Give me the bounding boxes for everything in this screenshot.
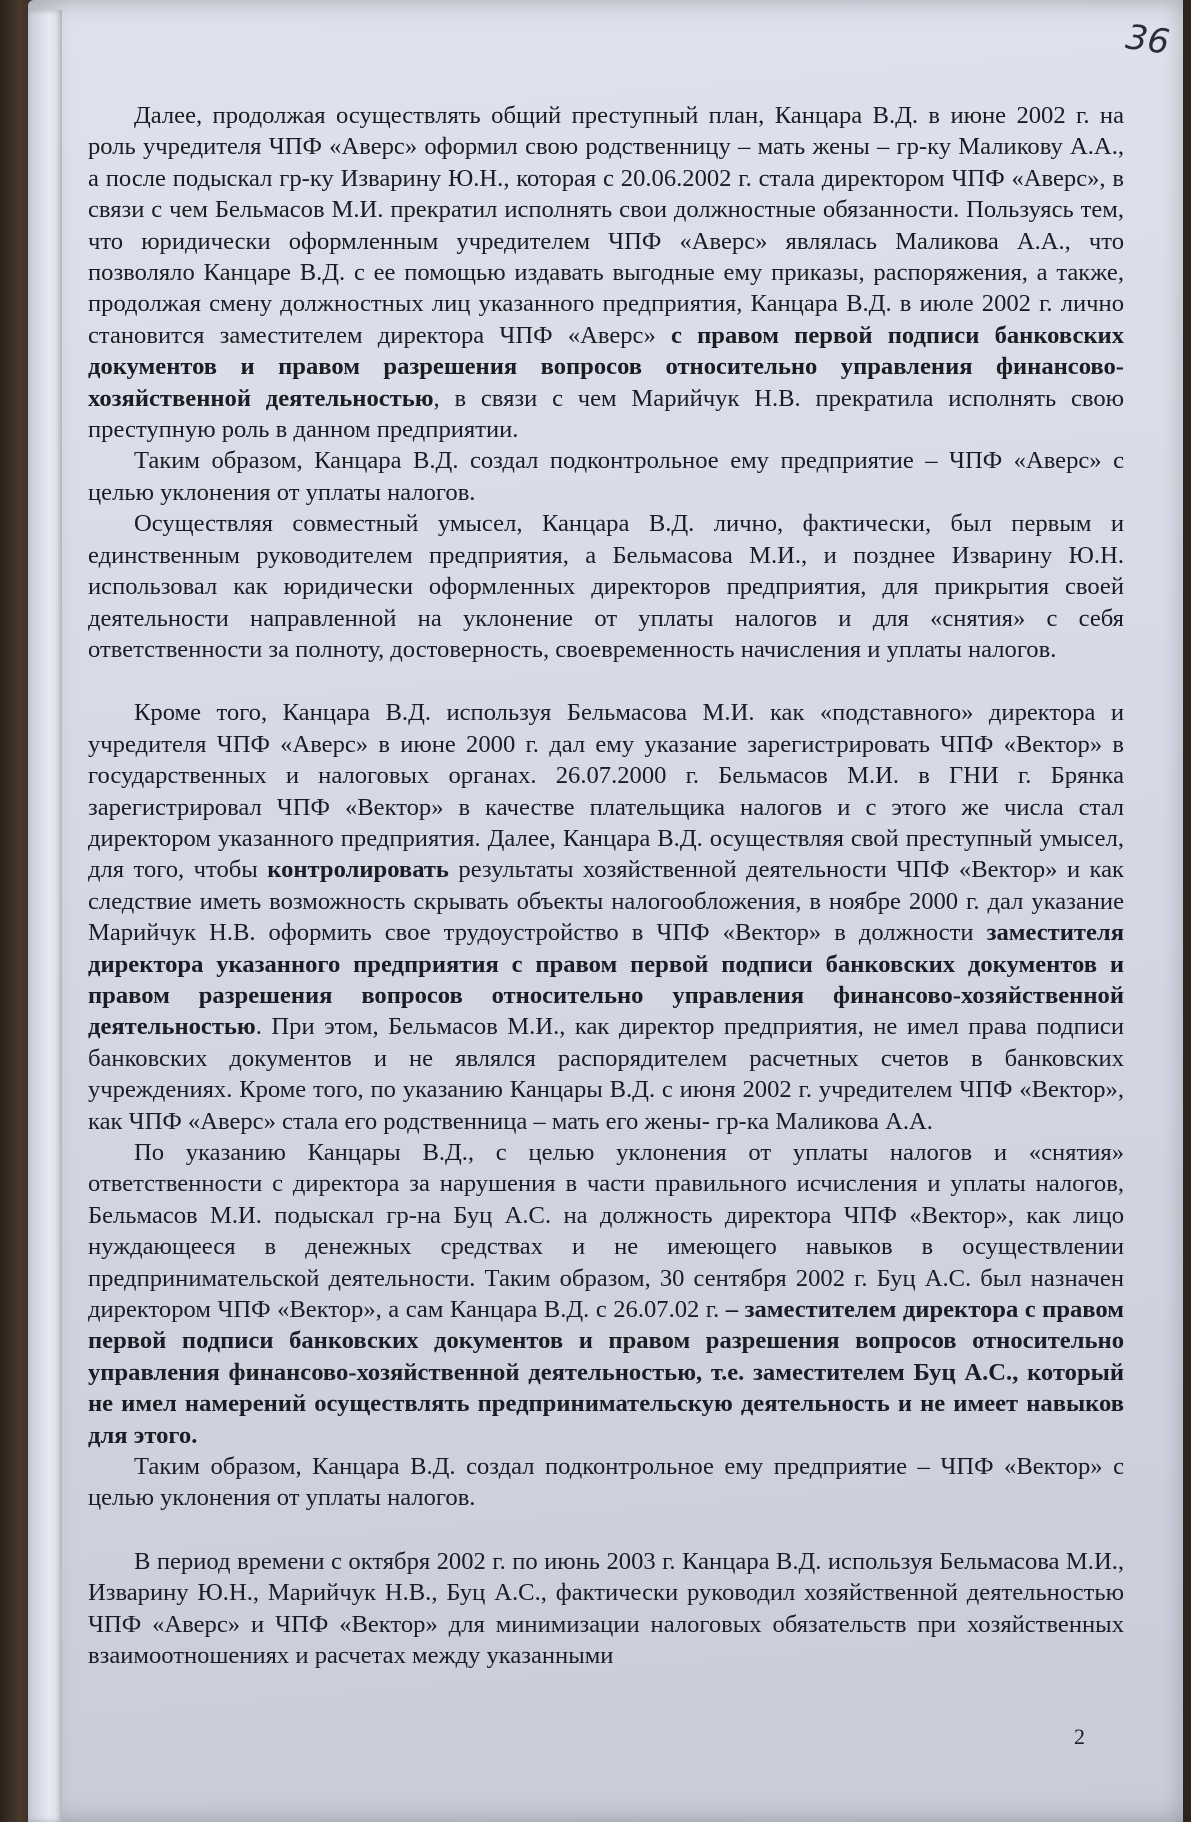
paragraph bbox=[88, 1137, 1124, 1451]
page-number: 2 bbox=[1074, 1724, 1085, 1749]
paragraph bbox=[88, 508, 1124, 665]
paragraph-bold-text: заместителя директора указанного предприятия с правом первой подписи банковских документов и правом разрешения вопросов относительно управления финансово-хозяйственной деятельностью bbox=[88, 919, 1124, 1041]
paragraph-bold-text: – заместителем директора с правом первой подписи банковских документов и правом разрешения вопросов относительно управления финансово-хозяйственной деятельностью, т.е. заместителем Буц А.С., который не имел намерений осуществлять предпринимательскую деятельность и не имеет навыков для этого. bbox=[88, 1296, 1125, 1449]
paragraph-text: , в связи с чем Марийчук Н.В. прекратила исполнять свою преступную роль в данном предприятии. bbox=[88, 384, 1124, 444]
paragraph-text: В период времени с октября 2002 г. по июнь 2003 г. Канцара В.Д. используя Бельмасова М.И., Изварину Ю.Н., Марийчук Н.В., Буц А.С., фактически руководил хозяйственной деятельностью ЧПФ «Аверс» и ЧПФ «Вектор» для минимизации налоговых обязательств при хозяйственных взаимоотношениях и расчетах между указанными bbox=[88, 1547, 1124, 1670]
paragraph bbox=[88, 445, 1124, 508]
paragraph-text: Таким образом, Канцара В.Д. создал подконтрольное ему предприятие – ЧПФ «Вектор» с целью уклонения от уплаты налогов. bbox=[88, 1453, 1124, 1512]
handwritten-sheet-number: 36 bbox=[1123, 17, 1172, 63]
document-page bbox=[28, 0, 1183, 1822]
document-body bbox=[88, 100, 1124, 1672]
paragraph-text: По указанию Канцары В.Д., с целью уклонения от уплаты налогов и «снятия» ответственности с директора за нарушения в части правильного исчисления и уплаты налогов, Бельмасов М.И. подыскал гр-на Буц А.С. на должность директора ЧПФ «Вектор», как лицо нуждающееся в денежных средствах и не имеющего навыков в осуществлении предпринимательской деятельности. Таким образом, 30 сентября 2002 г. Буц А.С. был назначен директором ЧПФ «Вектор», а сам Канцара В.Д. с 26.07.02 г. bbox=[88, 1139, 1124, 1324]
page-fold-edge bbox=[28, 10, 62, 1822]
paragraph bbox=[88, 1546, 1124, 1672]
paragraph-text: Таким образом, Канцара В.Д. создал подконтрольное ему предприятие – ЧПФ «Аверс» с целью уклонения от уплаты налогов. bbox=[88, 447, 1124, 506]
paragraph-text: . При этом, Бельмасов М.И., как директор предприятия, не имел права подписи банковских документов и не являлся распорядителем расчетных счетов в банковских учреждениях. Кроме того, по указанию Канцары В.Д. с июня 2002 г. учредителем ЧПФ «Вектор», как ЧПФ «Аверс» стала его родственница – мать его жены- гр-ка Маликова А.А. bbox=[88, 1013, 1124, 1135]
paragraph-bold-text: контролировать bbox=[267, 856, 449, 884]
paragraph-text: Осуществляя совместный умысел, Канцара В.Д. лично, фактически, был первым и единственным руководителем предприятия, а Бельмасова М.И., и позднее Изварину Ю.Н. использовал как юридически оформленных директоров предприятия, для прикрытия своей деятельности направленной на уклонение от уплаты налогов и для «снятия» с себя ответственности за полноту, достоверность, своевременность начисления и уплаты налогов. bbox=[88, 510, 1124, 663]
paragraph-text: Далее, продолжая осуществлять общий преступный план, Канцара В.Д. в июне 2002 г. на роль учредителя ЧПФ «Аверс» оформил свою родственницу – мать жены – гр-ку Маликову А.А., а после подыскал гр-ку Изварину Ю.Н., которая с 20.06.2002 г. стала директором ЧПФ «Аверс», в связи с чем Бельмасов М.И. прекратил исполнять свои должностные обязанности. Пользуясь тем, что юридически оформленным учредителем ЧПФ «Аверс» являлась Маликова А.А., что позволяло Канцаре В.Д. с ее помощью издавать выгодные ему приказы, распоряжения, а также, продолжая смену должностных лиц указанного предприятия, Канцара В.Д. в июле 2002 г. лично становится заместителем директора ЧПФ «Аверс» bbox=[88, 102, 1124, 349]
paragraph-text: результаты хозяйственной деятельности ЧПФ «Вектор» и как следствие иметь возможность скрывать объекты налогообложения, в ноябре 2000 г. дал указание Марийчук Н.В. оформить свое трудоустройство в ЧПФ «Вектор» в должности bbox=[88, 856, 1124, 947]
paragraph bbox=[88, 1451, 1124, 1514]
paragraph bbox=[88, 100, 1124, 445]
paragraph-text: Кроме того, Канцара В.Д. используя Бельмасова М.И. как «подставного» директора и учредителя ЧПФ «Аверс» в июне 2000 г. дал ему указание зарегистрировать ЧПФ «Вектор» в государственных и налоговых органах. 26.07.2000 г. Бельмасов М.И. в ГНИ г. Брянка зарегистрировал ЧПФ «Вектор» в качестве плательщика налогов и с этого же числа стал директором указанного предприятия. Далее, Канцара В.Д. осуществляя свой преступный умысел, для того, чтобы bbox=[88, 699, 1124, 884]
paragraph-bold-text: с правом первой подписи банковских документов и правом разрешения вопросов относительно управления финансово-хозяйственной деятельностью bbox=[88, 321, 1125, 412]
paragraph bbox=[88, 697, 1124, 1137]
